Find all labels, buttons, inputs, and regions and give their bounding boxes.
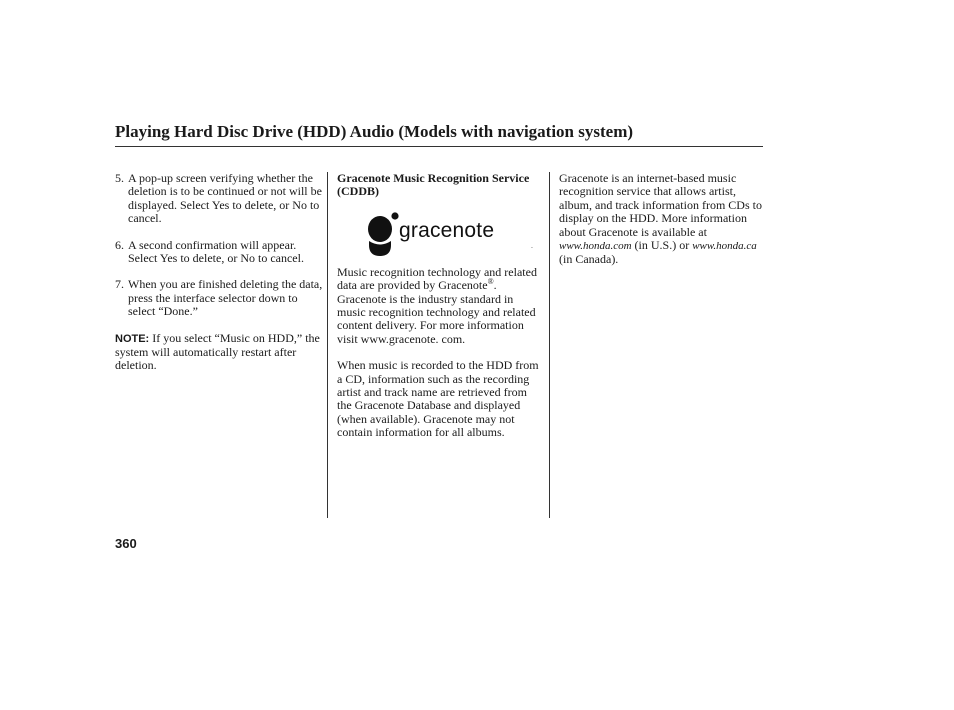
step-number: 7. xyxy=(115,277,124,292)
gracenote-logo-mark: . xyxy=(531,242,533,250)
step-text: A pop-up screen verifying whether the deletion is to be continued or not will be displayed. Select Yes to delete, or No to cancel. xyxy=(128,171,322,226)
title-divider xyxy=(115,146,763,147)
step-number: 6. xyxy=(115,237,124,252)
gracenote-info-paragraph xyxy=(559,172,764,267)
step-text: A second confirmation will appear. Select Yes to delete, or No to cancel. xyxy=(128,237,304,266)
paragraph-text: . Gracenote is the industry standard in music recognition technology and related content delivery. For more information visit www.gracenote. com. xyxy=(337,278,536,346)
step-5 xyxy=(115,172,325,226)
paragraph-text: (in Canada). xyxy=(559,252,619,267)
note-label: NOTE: xyxy=(115,332,150,345)
paragraph-text: Gracenote is an internet-based music recognition service that allows artist, album, and track information from CDs to display on the HDD. More information about Gracenote is available at xyxy=(559,171,762,239)
paragraph-text: (in U.S.) or xyxy=(631,238,693,253)
page-title: Playing Hard Disc Drive (HDD) Audio (Models with navigation system) xyxy=(115,122,634,141)
step-number: 5. xyxy=(115,171,124,185)
url-honda-ca: www.honda.ca xyxy=(692,240,757,253)
note xyxy=(115,332,325,373)
gracenote-figure-icon xyxy=(366,211,400,257)
step-6 xyxy=(115,239,325,266)
left-column xyxy=(115,172,325,373)
page-number: 360 xyxy=(115,536,137,551)
step-text: When you are finished deleting the data, press the interface selector down to select “Done.” xyxy=(128,277,323,319)
gracenote-logo xyxy=(366,211,536,257)
gracenote-paragraph-2: When music is recorded to the HDD from a CD, information such as the recording artist and track name are retrieved from the Gracenote Database and displayed (when available). Gracenote may not contain information for all albums. xyxy=(337,358,539,440)
right-column xyxy=(559,172,764,267)
registered-mark: ® xyxy=(487,277,494,287)
note-text: If you select “Music on HDD,” the system will automatically restart after deletion. xyxy=(115,330,320,373)
url-honda-com: www.honda.com xyxy=(559,240,632,253)
middle-column xyxy=(337,172,542,440)
gracenote-wordmark: gracenote xyxy=(399,218,495,242)
section-heading: Gracenote Music Recognition Service (CDDB) xyxy=(337,171,530,199)
column-divider xyxy=(549,172,550,518)
column-divider xyxy=(327,172,328,518)
gracenote-paragraph-1 xyxy=(337,266,542,346)
step-7 xyxy=(115,278,325,318)
paragraph-text: Music recognition technology and related data are provided by Gracenote xyxy=(337,264,537,293)
